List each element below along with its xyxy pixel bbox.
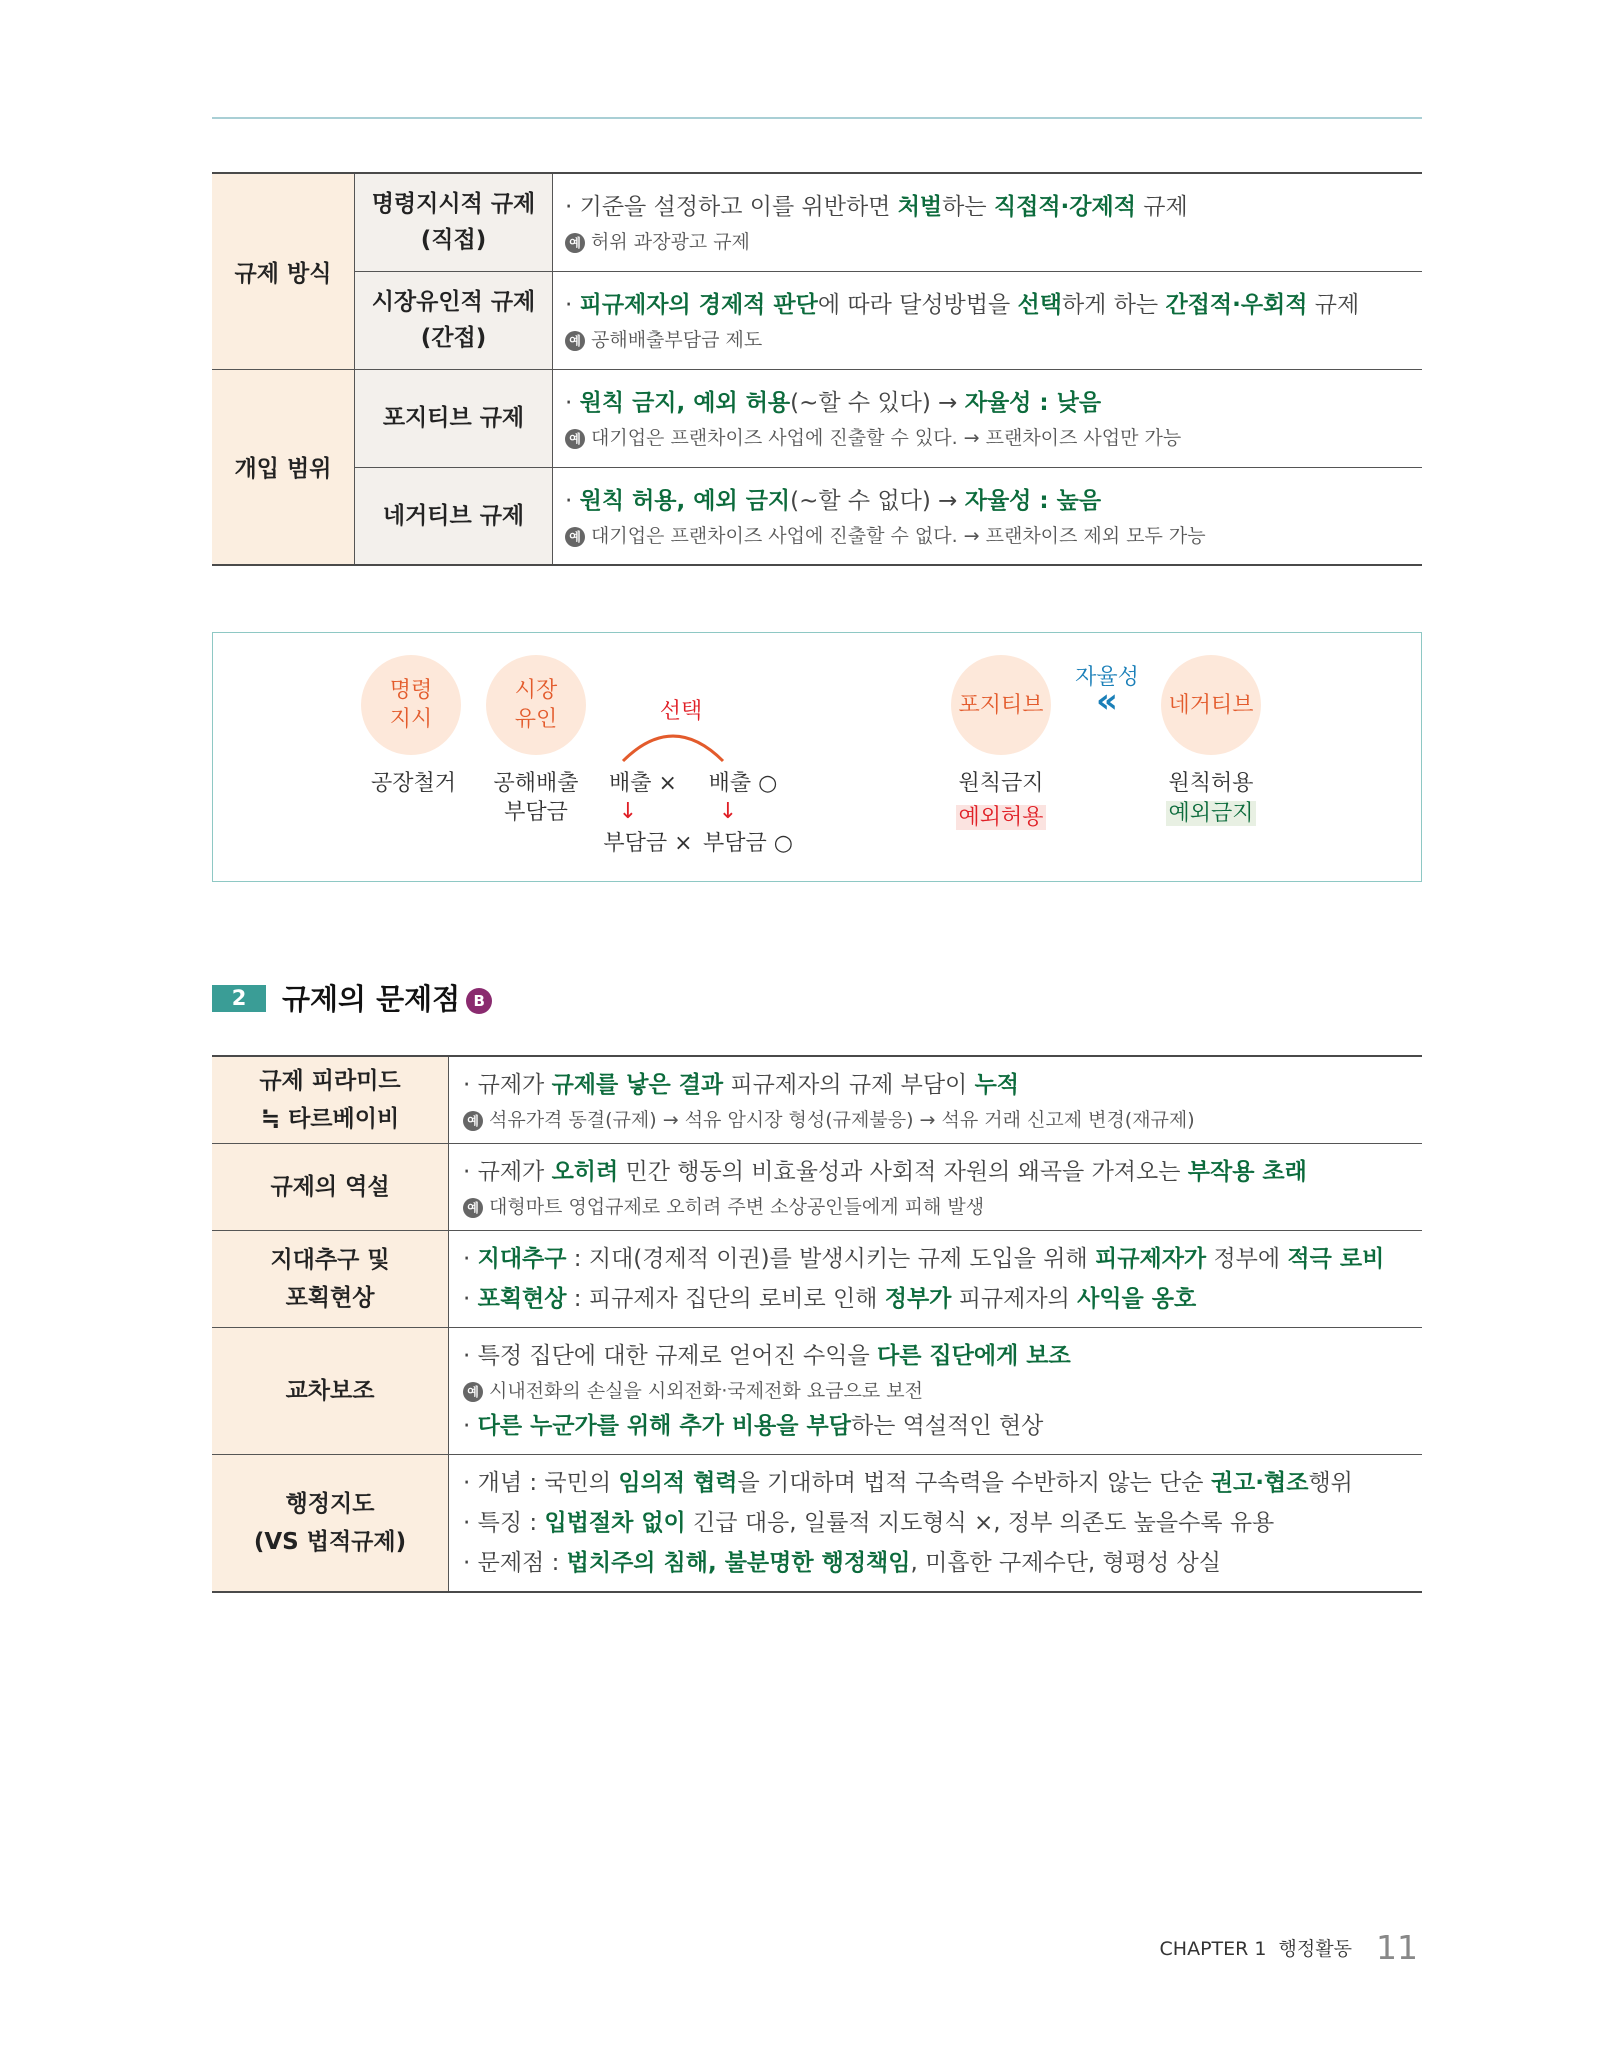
body-text: ·	[463, 1413, 478, 1439]
description-line	[463, 1463, 1408, 1503]
problem-label: 규제의 역설	[212, 1144, 449, 1231]
positive-sub	[951, 803, 1051, 832]
example-text: 대기업은 프랜차이즈 사업에 진출할 수 있다. → 프랜차이즈 사업만 가능	[591, 427, 1182, 449]
level-badge: B	[466, 988, 492, 1014]
description-line	[463, 1503, 1408, 1543]
problem-description	[449, 1455, 1423, 1593]
highlight-text: 규제를 낳은 결과	[551, 1072, 724, 1098]
highlight-text: 정부가	[884, 1286, 952, 1312]
example-text: 대형마트 영업규제로 오히려 주변 소상공인들에게 피해 발생	[489, 1196, 985, 1218]
chapter-title: 행정활동	[1278, 1938, 1352, 1960]
body-text: 규제	[1135, 194, 1188, 221]
positive-circle-text: 포지티브	[958, 692, 1044, 718]
body-text: : 피규제자 집단의 로비로 인해	[566, 1286, 885, 1312]
regulation-description	[553, 467, 1423, 565]
positive-label: 원칙금지	[958, 771, 1044, 796]
highlight-text: 다른 누군가를 위해 추가 비용을 부담	[477, 1413, 851, 1439]
emission-charge-label: 공해배출 부담금	[493, 771, 579, 825]
problem-description	[449, 1144, 1423, 1231]
body-text: : 지대(경제적 이권)를 발생시키는 규제 도입을 위해	[566, 1246, 1096, 1272]
highlight-text: 지대추구	[477, 1246, 567, 1272]
problem-description	[449, 1231, 1423, 1328]
problem-description	[449, 1056, 1423, 1144]
highlight-text: 누적	[974, 1072, 1020, 1098]
page-footer	[1160, 1928, 1418, 1967]
group-label: 개입 범위	[212, 369, 355, 565]
body-text: 피규제자의 규제 부담이	[723, 1072, 975, 1098]
highlight-text: 부작용 초래	[1187, 1159, 1307, 1185]
table-row	[212, 173, 1422, 271]
description-line	[463, 1543, 1408, 1583]
problem-label: 교차보조	[212, 1328, 449, 1455]
example-icon: 예	[565, 527, 585, 547]
regulation-description	[553, 271, 1423, 369]
command-circle-text: 명령 지시	[389, 678, 433, 732]
table-row	[212, 1144, 1422, 1231]
description-line	[565, 383, 1408, 423]
highlight-text: 권고·협조	[1210, 1470, 1309, 1496]
example-line	[463, 1192, 1408, 1222]
example-icon: 예	[463, 1382, 483, 1402]
example-text: 공해배출부담금 제도	[591, 329, 763, 351]
section-title	[282, 977, 492, 1018]
body-text: · 규제가	[463, 1159, 552, 1185]
example-icon: 예	[463, 1198, 483, 1218]
description-line	[463, 1336, 1408, 1376]
body-text: ·	[565, 487, 580, 514]
example-line	[565, 325, 1408, 355]
body-text: · 규제가	[463, 1072, 552, 1098]
highlight-text: 피규제자가	[1095, 1246, 1207, 1272]
body-text: 민간 행동의 비효율성과 사회적 자원의 왜곡을 가져오는	[618, 1159, 1188, 1185]
example-text: 석유가격 동결(규제) → 석유 암시장 형성(규제불응) → 석유 거래 신고제 변경(재규제)	[489, 1109, 1195, 1131]
problem-label: 행정지도 (VS 법적규제)	[212, 1455, 449, 1593]
description-line	[565, 187, 1408, 227]
body-text: · 문제점 :	[463, 1550, 567, 1576]
description-line	[565, 481, 1408, 521]
negative-sub	[1161, 799, 1261, 828]
highlight-text: 오히려	[551, 1159, 619, 1185]
highlight-text: 입법절차 없이	[544, 1510, 686, 1536]
body-text: ·	[565, 292, 580, 318]
body-text: 하는 역설적인 현상	[850, 1413, 1044, 1439]
page-number: 11	[1376, 1928, 1418, 1967]
regulation-name: 명령지시적 규제 (직접)	[355, 173, 553, 271]
top-rule	[212, 117, 1422, 119]
body-text: 을 기대하며 법적 구속력을 수반하지 않는 단순	[737, 1470, 1211, 1496]
highlight-text: 법치주의 침해, 불분명한 행정책임	[566, 1550, 911, 1576]
example-icon: 예	[565, 331, 585, 351]
choice-label: 선택	[659, 699, 703, 724]
example-line	[565, 521, 1408, 551]
option2-top: 배출 ○	[708, 771, 778, 796]
regulation-name: 네거티브 규제	[355, 467, 553, 565]
example-text: 시내전화의 손실을 시외전화·국제전화 요금으로 보전	[489, 1380, 923, 1402]
body-text: · 특징 :	[463, 1510, 545, 1536]
body-text: 하게 하는	[1061, 292, 1166, 318]
highlight-text: 처벌	[897, 194, 943, 221]
highlight-text: 적극 로비	[1287, 1246, 1385, 1272]
regulation-description	[553, 369, 1423, 467]
negative-circle-text: 네거티브	[1168, 692, 1254, 718]
description-line	[463, 1239, 1408, 1279]
problem-label: 지대추구 및 포획현상	[212, 1231, 449, 1328]
positive-circle	[951, 655, 1051, 755]
example-line	[565, 423, 1408, 453]
regulation-description	[553, 173, 1423, 271]
description-line	[565, 285, 1408, 325]
description-line	[463, 1279, 1408, 1319]
example-text: 대기업은 프랜차이즈 사업에 진출할 수 없다. → 프랜차이즈 제외 모두 가능	[591, 524, 1206, 547]
body-text: , 미흡한 구제수단, 형평성 상실	[910, 1550, 1221, 1576]
arrow-down-icon: ↓	[718, 799, 738, 824]
regulation-name: 시장유인적 규제 (간접)	[355, 271, 553, 369]
body-text: · 특정 집단에 대한 규제로 얻어진 수익을	[463, 1343, 877, 1369]
problem-label: 규제 피라미드 ≒ 타르베이비	[212, 1056, 449, 1144]
body-text: · 개념 : 국민의	[463, 1470, 619, 1496]
body-text: ·	[565, 390, 580, 416]
highlight-text: 피규제자의 경제적 판단	[579, 292, 818, 318]
example-line	[463, 1376, 1408, 1406]
table-row	[212, 369, 1422, 467]
table-row	[212, 1056, 1422, 1144]
highlight-text: 임의적 협력	[618, 1470, 738, 1496]
command-circle	[361, 655, 461, 755]
description-line	[463, 1065, 1408, 1105]
market-circle-text: 시장 유인	[514, 678, 558, 732]
highlight-text: 다른 집단에게 보조	[876, 1343, 1071, 1369]
regulation-name: 포지티브 규제	[355, 369, 553, 467]
body-text: 피규제자의	[951, 1286, 1078, 1312]
option2-bottom: 부담금 ○	[703, 831, 793, 856]
table-row	[212, 1328, 1422, 1455]
market-circle	[486, 655, 586, 755]
body-text: ·	[463, 1286, 478, 1312]
body-text: (~할 수 있다) →	[790, 390, 965, 416]
body-text: 에 따라 달성방법을	[817, 292, 1018, 318]
example-line	[463, 1105, 1408, 1135]
example-icon: 예	[565, 233, 585, 253]
table-row	[212, 1455, 1422, 1593]
example-icon: 예	[463, 1111, 483, 1131]
highlight-text: 원칙 허용, 예외 금지	[579, 487, 791, 514]
chevron-left-icon: «	[1096, 681, 1118, 721]
regulation-diagram	[212, 632, 1422, 882]
autonomy-label: 자율성	[1075, 665, 1139, 690]
highlight-text: 사익을 옹호	[1077, 1286, 1197, 1312]
body-text: 행위	[1308, 1470, 1353, 1496]
negative-circle	[1161, 655, 1261, 755]
table-row	[212, 467, 1422, 565]
body-text: · 기준을 설정하고 이를 위반하면	[565, 194, 898, 221]
section-number: 2	[212, 985, 266, 1012]
description-line	[463, 1406, 1408, 1446]
regulation-type-table	[212, 172, 1422, 566]
body-text: 규제	[1307, 292, 1360, 318]
option1-bottom: 부담금 ×	[603, 831, 693, 856]
option1-top: 배출 ×	[609, 771, 677, 796]
example-text: 허위 과장광고 규제	[591, 231, 750, 254]
arrow-down-icon: ↓	[618, 799, 638, 824]
chapter-label: CHAPTER 1	[1159, 1938, 1267, 1960]
highlight-text: 포획현상	[477, 1286, 567, 1312]
body-text: (~할 수 없다) →	[790, 487, 965, 514]
group-label: 규제 방식	[212, 173, 355, 369]
body-text: 긴급 대응, 일률적 지도형식 ×, 정부 의존도 높을수록 유용	[685, 1510, 1275, 1536]
positive-sub-text: 예외허용	[958, 805, 1044, 830]
description-line	[463, 1152, 1408, 1192]
body-text: 정부에	[1206, 1246, 1288, 1272]
example-icon: 예	[565, 429, 585, 449]
regulation-problems-table	[212, 1055, 1422, 1593]
example-line	[565, 227, 1408, 257]
problem-description	[449, 1328, 1423, 1455]
factory-removal-label: 공장철거	[371, 771, 457, 796]
choice-arc	[618, 725, 728, 765]
highlight-text: 간접적·우회적	[1165, 292, 1308, 318]
highlight-text: 직접적·강제적	[993, 194, 1136, 221]
body-text: ·	[463, 1246, 478, 1272]
highlight-text: 선택	[1017, 292, 1062, 318]
highlight-text: 자율성 : 낮음	[964, 390, 1102, 416]
highlight-text: 자율성 : 높음	[964, 487, 1102, 514]
body-text: 하는	[942, 194, 994, 221]
highlight-text: 원칙 금지, 예외 허용	[579, 390, 791, 416]
table-row	[212, 1231, 1422, 1328]
negative-sub-text: 예외금지	[1168, 801, 1254, 826]
negative-label: 원칙허용	[1168, 771, 1254, 796]
section-title-text: 규제의 문제점	[282, 982, 461, 1016]
table-row	[212, 271, 1422, 369]
